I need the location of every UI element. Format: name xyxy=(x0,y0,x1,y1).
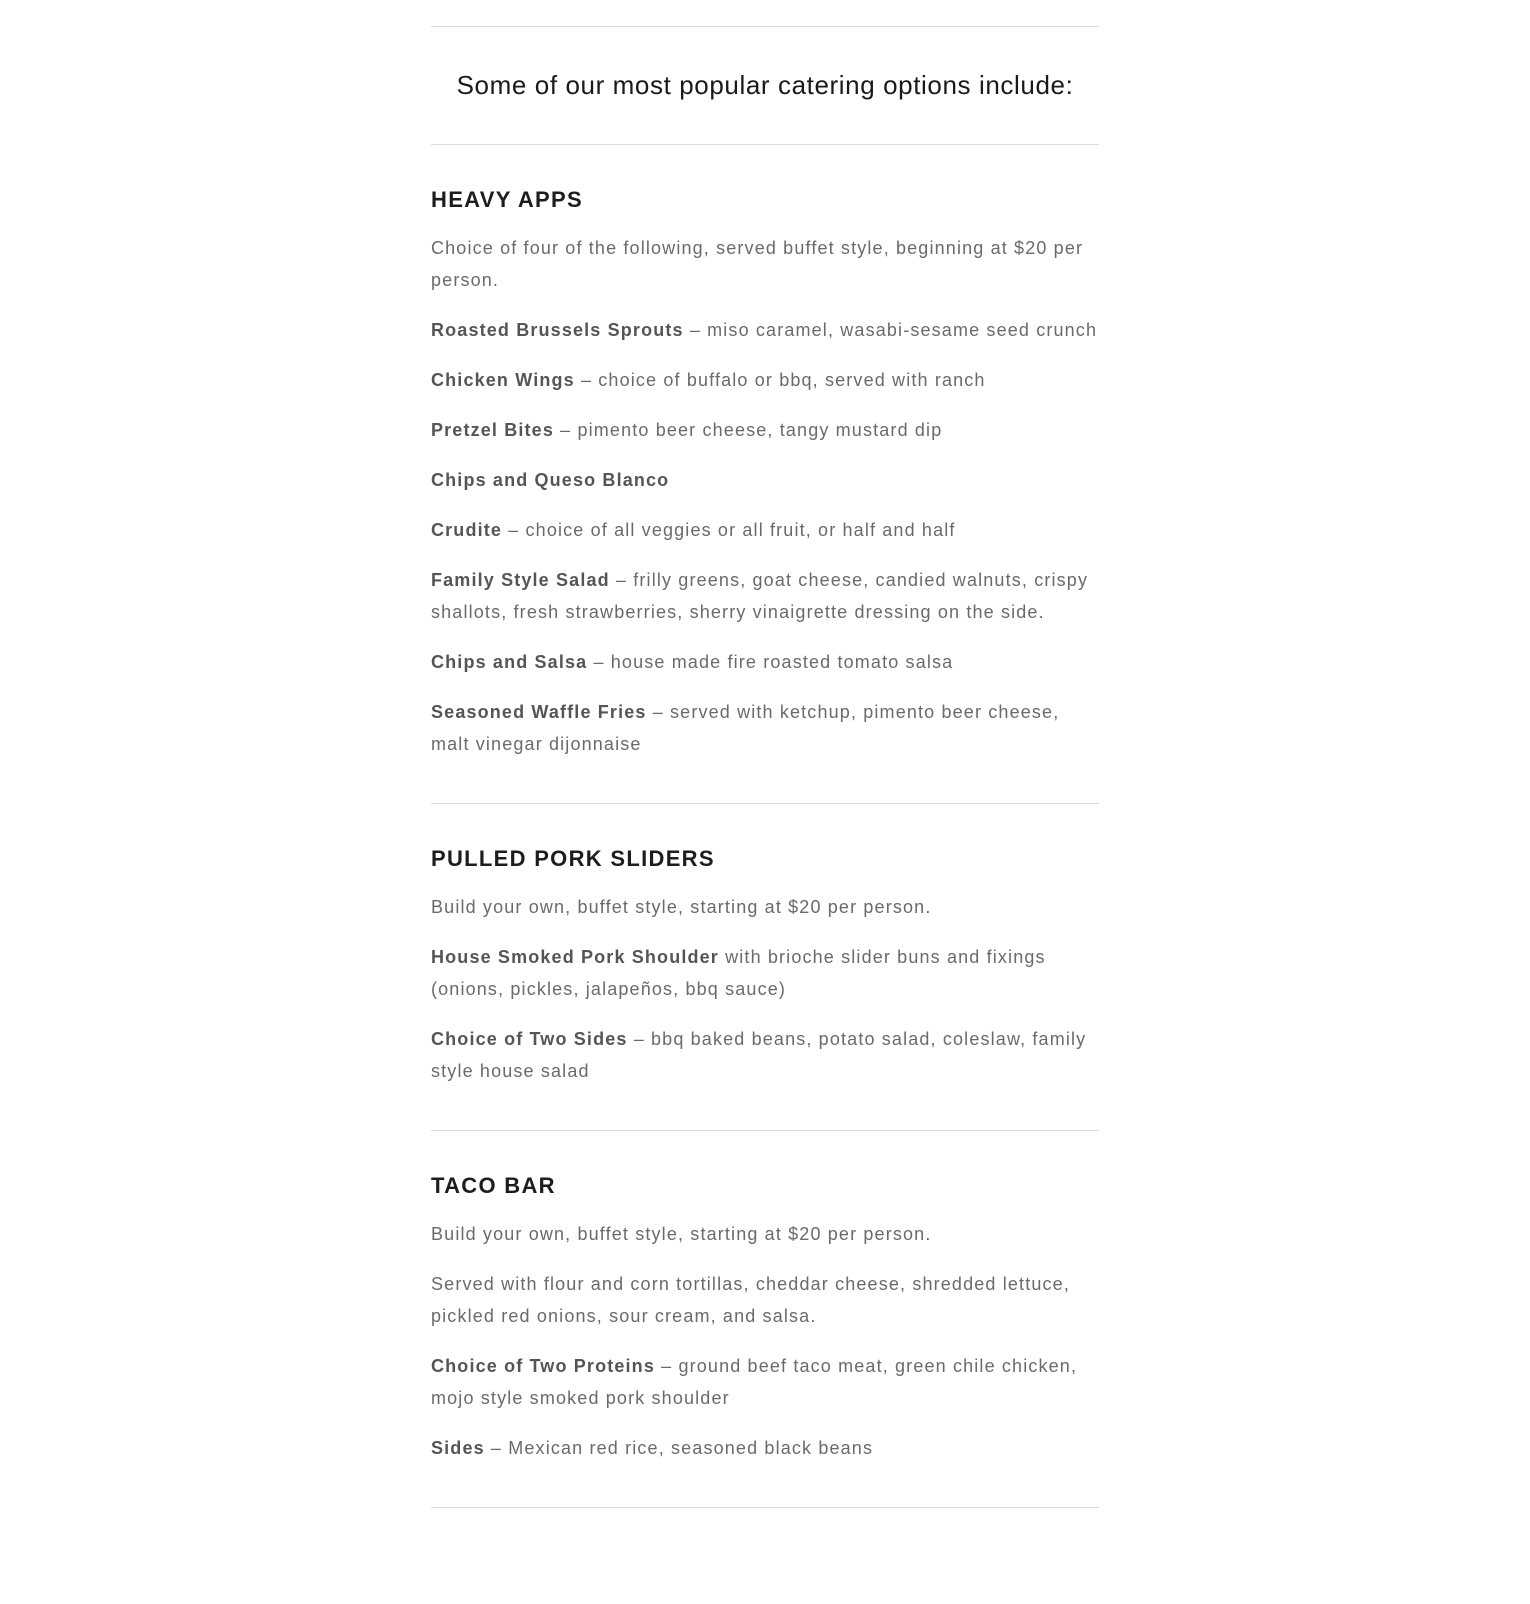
section-title: TACO BAR xyxy=(431,1173,556,1198)
menu-item xyxy=(431,941,1099,1005)
menu-item-name: Roasted Brussels Sprouts xyxy=(431,320,684,340)
menu-item xyxy=(431,1023,1099,1087)
section-description: Choice of four of the following, served buffet style, beginning at $20 per person. xyxy=(431,238,1084,290)
section-description-secondary: Served with flour and corn tortillas, cheddar cheese, shredded lettuce, pickled red onions, sour cream, and salsa. xyxy=(431,1274,1070,1326)
menu-item xyxy=(431,314,1099,346)
menu-item-detail: with brioche slider buns and fixings (onions, pickles, jalapeños, bbq sauce) xyxy=(431,947,1046,999)
menu-item-name: Choice of Two Sides xyxy=(431,1029,628,1049)
intro-heading: Some of our most popular catering options include: xyxy=(456,70,1074,100)
menu-item xyxy=(431,646,1099,678)
section-taco-bar xyxy=(431,1131,1099,1507)
section-title: HEAVY APPS xyxy=(431,187,583,212)
section-description: Build your own, buffet style, starting at $20 per person. xyxy=(431,897,932,917)
menu-item xyxy=(431,364,1099,396)
menu-item-name: Crudite xyxy=(431,520,503,540)
divider xyxy=(431,1507,1099,1508)
menu-item-name: Chips and Salsa xyxy=(431,652,588,672)
menu-item-name: Choice of Two Proteins xyxy=(431,1356,655,1376)
menu-item-detail: – bbq baked beans, potato salad, coleslaw, family style house salad xyxy=(431,1029,1087,1081)
menu-item-detail: – choice of buffalo or bbq, served with ranch xyxy=(574,370,986,390)
section-description: Build your own, buffet style, starting at $20 per person. xyxy=(431,1224,932,1244)
menu-item-name: Sides xyxy=(431,1438,485,1458)
menu-item-detail: – ground beef taco meat, green chile chicken, mojo style smoked pork shoulder xyxy=(431,1356,1078,1408)
menu-item xyxy=(431,696,1099,760)
menu-item-name: Pretzel Bites xyxy=(431,420,554,440)
menu-item-detail: – pimento beer cheese, tangy mustard dip xyxy=(554,420,943,440)
section-heavy-apps xyxy=(431,145,1099,803)
menu-item-detail: – house made fire roasted tomato salsa xyxy=(587,652,954,672)
catering-menu xyxy=(431,0,1099,1508)
menu-item-name: House Smoked Pork Shoulder xyxy=(431,947,719,967)
menu-item-name: Chips and Queso Blanco xyxy=(431,470,670,490)
menu-item-detail: – miso caramel, wasabi-sesame seed crunch xyxy=(683,320,1098,340)
menu-item xyxy=(431,564,1099,628)
menu-item xyxy=(431,1350,1099,1414)
menu-item xyxy=(431,1432,1099,1464)
menu-item-detail: – frilly greens, goat cheese, candied walnuts, crispy shallots, fresh strawberries, sherry vinaigrette dressing on the side. xyxy=(431,570,1089,622)
menu-item-detail: – Mexican red rice, seasoned black beans xyxy=(484,1438,874,1458)
menu-item-name: Seasoned Waffle Fries xyxy=(431,702,647,722)
menu-item-name: Chicken Wings xyxy=(431,370,575,390)
menu-item xyxy=(431,414,1099,446)
menu-item xyxy=(431,514,1099,546)
menu-item-detail: – served with ketchup, pimento beer cheese, malt vinegar dijonnaise xyxy=(431,702,1060,754)
menu-item-name: Family Style Salad xyxy=(431,570,610,590)
menu-item-detail: – choice of all veggies or all fruit, or half and half xyxy=(502,520,956,540)
section-pulled-pork-sliders xyxy=(431,804,1099,1130)
section-title: PULLED PORK SLIDERS xyxy=(431,846,715,871)
menu-item xyxy=(431,464,1099,496)
